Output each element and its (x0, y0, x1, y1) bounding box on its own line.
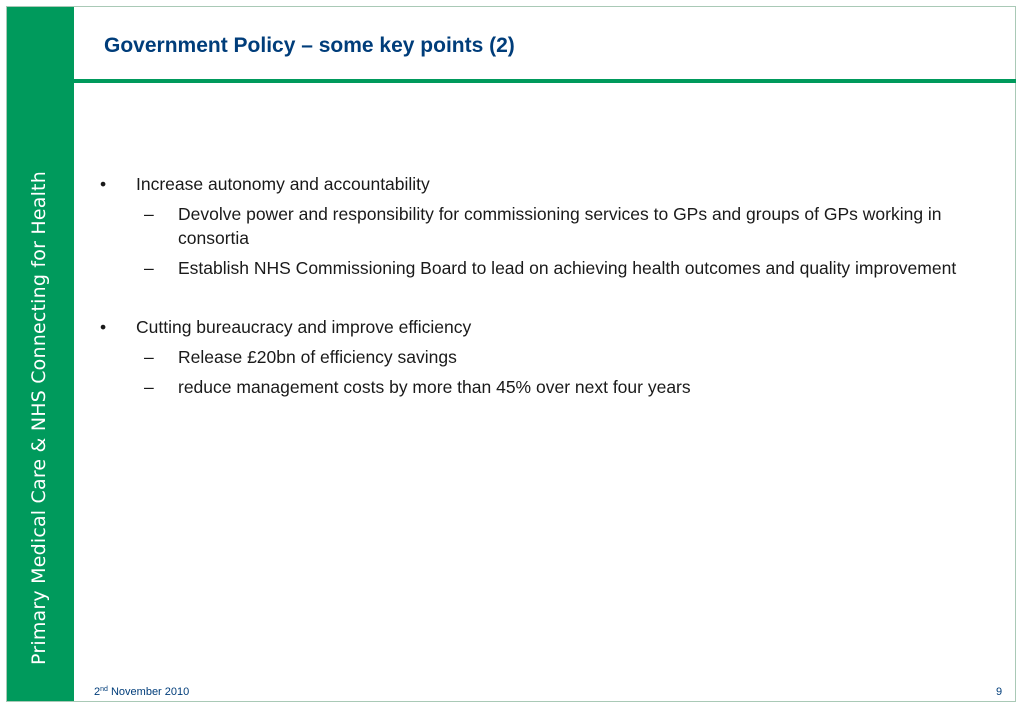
sidebar-label: Primary Medical Care & NHS Connecting for Health (28, 171, 50, 665)
bullet-item (100, 172, 1000, 196)
sub-bullet-marker: – (144, 204, 154, 224)
sub-bullet-text: reduce management costs by more than 45% over next four years (178, 377, 691, 397)
sub-bullet-item (100, 202, 1000, 250)
footer-date (94, 686, 189, 698)
page-number: 9 (996, 686, 1003, 698)
bullet-text: Increase autonomy and accountability (136, 174, 430, 194)
bullet-marker: • (100, 317, 107, 337)
bullet-text: Cutting bureaucracy and improve efficiency (136, 317, 472, 337)
sub-bullet-marker: – (144, 347, 154, 367)
sub-bullet-marker: – (144, 258, 154, 278)
sub-bullet-text: Devolve power and responsibility for commissioning services to GPs and groups of GPs working in consortia (178, 204, 942, 248)
slide-content (100, 172, 1000, 399)
bullet-marker: • (100, 174, 107, 194)
sub-bullet-text: Release £20bn of efficiency savings (178, 347, 457, 367)
sub-bullet-item (100, 256, 1000, 280)
sub-bullet-text: Establish NHS Commissioning Board to lead on achieving health outcomes and quality improvement (178, 258, 957, 278)
bullet-spacer (100, 280, 1000, 315)
sub-bullet-item (100, 375, 1000, 399)
header-divider (74, 79, 1016, 83)
page-title: Government Policy – some key points (2) (104, 34, 515, 57)
bullet-item (100, 315, 1000, 339)
sub-bullet-item (100, 345, 1000, 369)
footer-date-suffix: nd (100, 686, 108, 693)
footer-date-day: 2 (94, 686, 101, 698)
footer-date-rest: November 2010 (107, 686, 190, 698)
sub-bullet-marker: – (144, 377, 154, 397)
